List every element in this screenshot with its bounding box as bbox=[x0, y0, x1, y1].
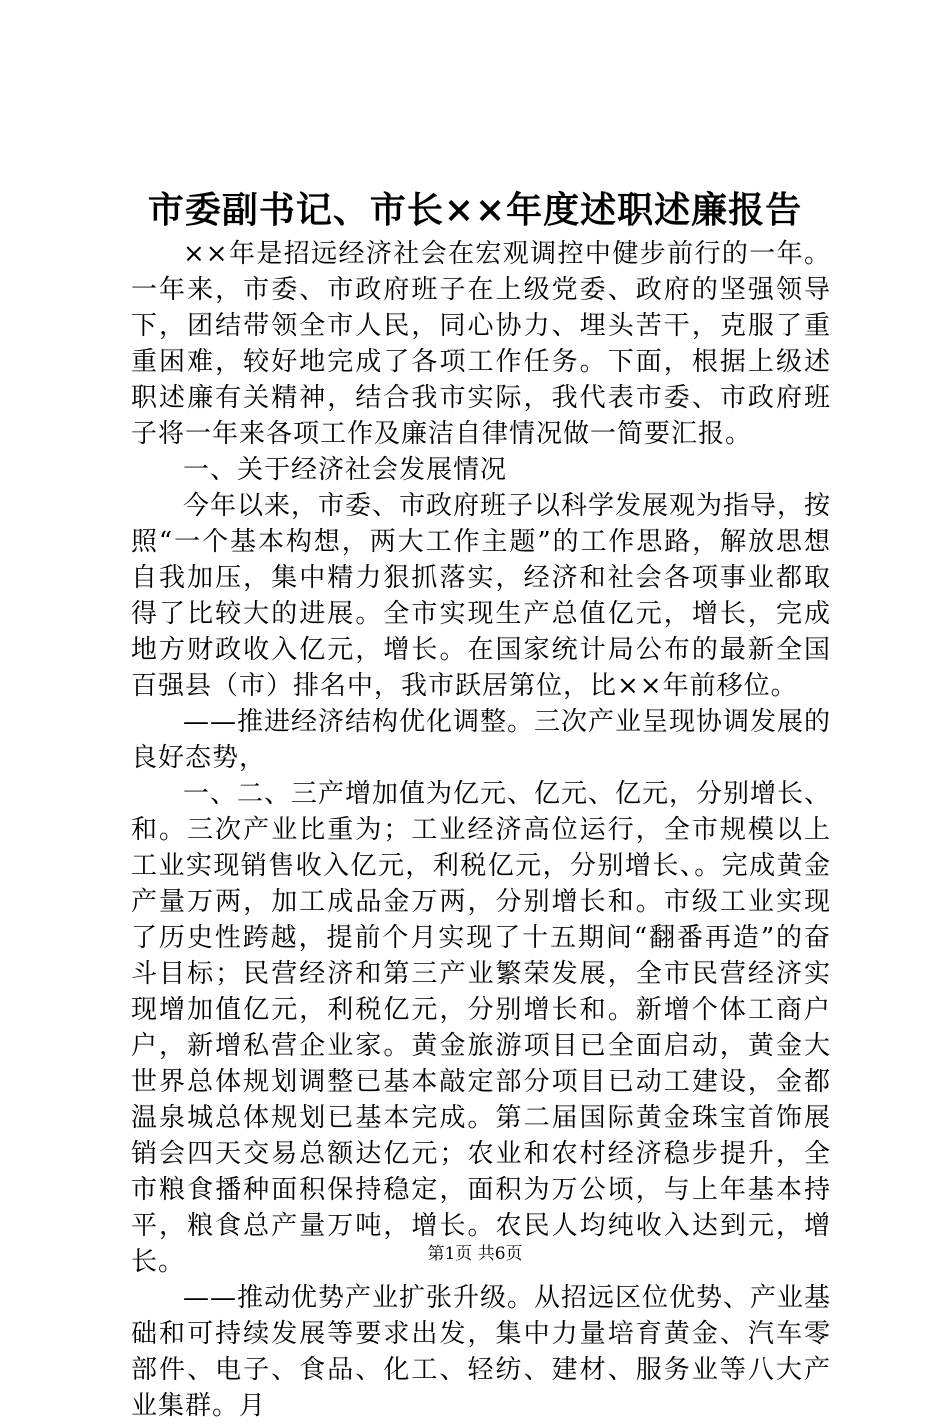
paragraph-industry-details: 一、二、三产增加值为亿元、亿元、亿元，分别增长、和。三次产业比重为；工业经济高位运行，全市规模以上工业实现销售收入亿元，利税亿元，分别增长、。完成黄金产量万两，加工成品金万两，分别增长和。市级工业实现了历史性跨越，提前个月实现了十五期间“翻番再造”的奋斗目标；民营经济和第三产业繁荣发展，全市民营经济实现增加值亿元，利税亿元，分别增长和。新增个体工商户户，新增私营企业家。黄金旅游项目已全面启动，黄金大世界总体规划调整已基本敲定部分项目已动工建设，金都温泉城总体规划已基本完成。第二届国际黄金珠宝首饰展销会四天交易总额达亿元；农业和农村经济稳步提升，全市粮食播种面积保持稳定，面积为万公顷，与上年基本持平，粮食总产量万吨，增长。农民人均纯收入达到元，增长。 bbox=[131, 779, 832, 1277]
paragraph-industry-upgrade: ——推动优势产业扩张升级。从招远区位优势、产业基础和可持续发展等要求出发，集中力量培育黄金、汽车零部件、电子、食品、化工、轻纺、建材、服务业等八大产业集群。月 bbox=[131, 1283, 832, 1421]
document-title: 市委副书记、市长××年度述职述廉报告 bbox=[147, 189, 803, 231]
paragraph-intro: ××年是招远经济社会在宏观调控中健步前行的一年。一年来，市委、市政府班子在上级党委、政府的坚强领导下，团结带领全市人民，同心协力、埋头苦干，克服了重重困难，较好地完成了各项工作任务。下面，根据上级述职述廉有关精神，结合我市实际，我代表市委、市政府班子将一年来各项工作及廉洁自律情况做一简要汇报。 bbox=[131, 239, 831, 449]
section-heading: 一、关于经济社会发展情况 bbox=[183, 455, 508, 485]
paragraph-structure: ——推进经济结构优化调整。三次产业呈现协调发展的良好态势， bbox=[131, 707, 832, 773]
page-footer: 第1页 共6页 bbox=[427, 1244, 523, 1264]
paragraph-overview: 今年以来，市委、市政府班子以科学发展观为指导，按照“一个基本构想，两大工作主题”的工作思路，解放思想自我加压，集中精力狠抓落实，经济和社会各项事业都取得了比较大的进展。全市实现生产总值亿元，增长，完成地方财政收入亿元，增长。在国家统计局公布的最新全国百强县（市）排名中，我市跃居第位，比××年前移位。 bbox=[131, 491, 832, 701]
